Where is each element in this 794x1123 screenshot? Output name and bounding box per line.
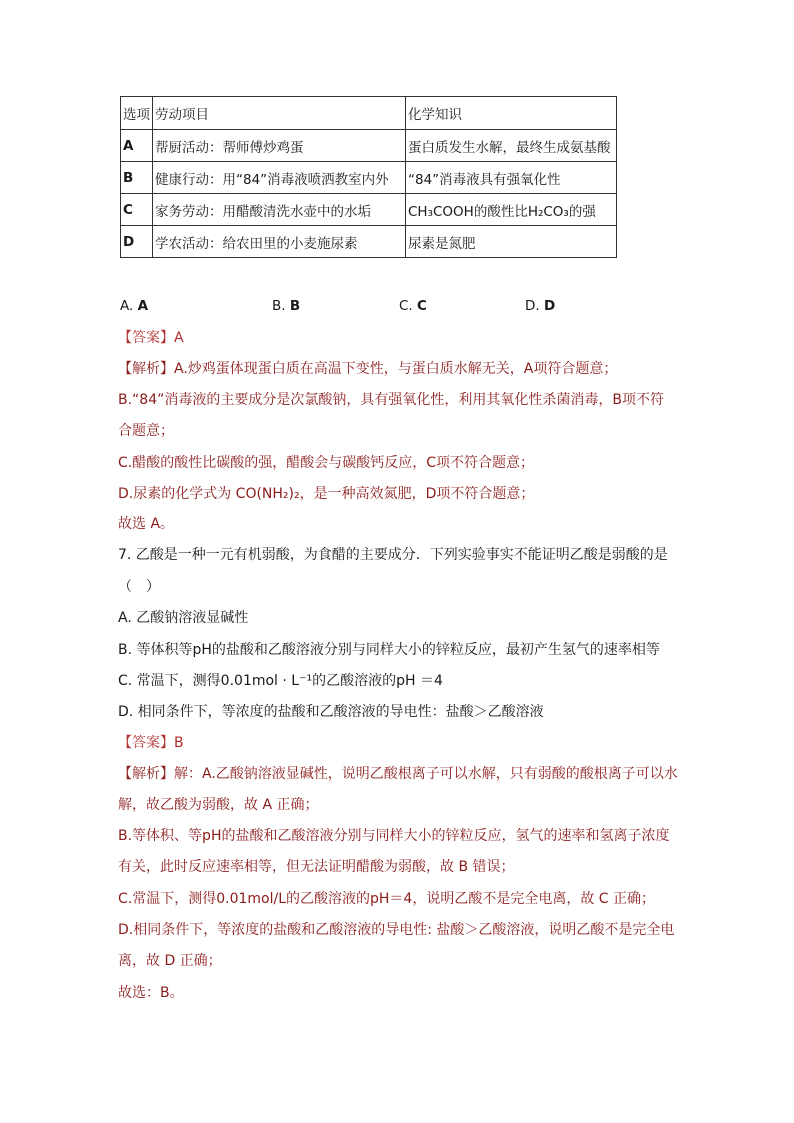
q6-analysis-line: D.尿素的化学式为 CO(NH₂)₂，是一种高效氮肥，D项不符合题意； [118, 486, 535, 502]
q7-option: B. 等体积等pH的盐酸和乙酸溶液分别与同样大小的锌粒反应，最初产生氢气的速率相等 [118, 642, 660, 658]
table-cell: 尿素是氮肥 [406, 226, 617, 258]
table-header-cell: 化学知识 [406, 97, 617, 130]
q7-analysis-line: 解，故乙酸为弱酸，故 A 正确； [118, 797, 319, 813]
table-row [121, 162, 617, 194]
q7-option: C. 常温下，测得0.01mol · L⁻¹的乙酸溶液的pH ＝4 [118, 673, 443, 689]
table-cell: 健康行动：用“84”消毒液喷洒教室内外 [153, 162, 406, 194]
q7-analysis-line: 【解析】解：A.乙酸钠溶液显碱性，说明乙酸根离子可以水解，只有弱酸的酸根离子可以水 [118, 766, 678, 782]
q7-stem-line: （ ） [118, 579, 160, 595]
table-row [121, 130, 617, 162]
q6-analysis-line: B.“84”消毒液的主要成分是次氯酸钠，具有强氧化性，利用其氧化性杀菌消毒，B项不符 [118, 392, 664, 408]
option-c [399, 298, 427, 314]
table-cell: C [121, 194, 153, 226]
q7-analysis-line: 有关，此时反应速率相等，但无法证明醋酸为弱酸，故 B 错误； [118, 859, 515, 875]
table-row [121, 194, 617, 226]
q6-analysis-line: 合题意； [118, 423, 174, 439]
q7-option: A. 乙酸钠溶液显碱性 [118, 610, 249, 626]
q6-analysis-line: 【解析】A.炒鸡蛋体现蛋白质在高温下变性，与蛋白质水解无关，A项符合题意； [118, 361, 618, 377]
table-cell: D [121, 226, 153, 258]
option-b [272, 298, 300, 314]
q7-analysis-line: C.常温下，测得0.01mol/L的乙酸溶液的pH＝4，说明乙酸不是完全电离，故 C 正确； [118, 891, 656, 907]
q7-stem-line: 7. 乙酸是一种一元有机弱酸，为食醋的主要成分．下列实验事实不能证明乙酸是弱酸的是 [118, 547, 668, 563]
q6-answer: 【答案】A [118, 330, 184, 346]
table-cell: 学农活动：给农田里的小麦施尿素 [153, 226, 406, 258]
question-6-options [120, 298, 720, 318]
table-row [121, 226, 617, 258]
q7-analysis-line: 离，故 D 正确； [118, 953, 222, 969]
option-d [525, 298, 555, 314]
table-cell: 蛋白质发生水解，最终生成氨基酸 [406, 130, 617, 162]
option-label: A. [120, 298, 134, 314]
q7-option: D. 相同条件下，等浓度的盐酸和乙酸溶液的导电性：盐酸＞乙酸溶液 [118, 704, 544, 720]
option-value: B [289, 298, 301, 314]
q7-answer: 【答案】B [118, 735, 184, 751]
table-header-cell: 选项 [121, 97, 153, 130]
q6-analysis-line: 故选 A。 [118, 516, 175, 532]
option-label: D. [525, 298, 540, 314]
table-cell: 家务劳动：用醋酸清洗水壶中的水垢 [153, 194, 406, 226]
table-cell: B [121, 162, 153, 194]
option-value: A [137, 298, 149, 314]
table-cell: A [121, 130, 153, 162]
table-header-row [121, 97, 617, 130]
q6-analysis-line: C.醋酸的酸性比碳酸的强，醋酸会与碳酸钙反应，C项不符合题意； [118, 455, 534, 471]
q7-analysis-line: 故选：B。 [118, 985, 184, 1001]
table-cell: CH₃COOH的酸性比H₂CO₃的强 [406, 194, 617, 226]
option-a [120, 298, 148, 314]
option-label: B. [272, 298, 286, 314]
q7-analysis-line: B.等体积、等pH的盐酸和乙酸溶液分别与同样大小的锌粒反应，氢气的速率和氢离子浓度 [118, 828, 670, 844]
question-6-table [120, 96, 617, 258]
option-value: D [543, 298, 556, 314]
option-value: C [417, 298, 427, 314]
table-cell: 帮厨活动：帮师傅炒鸡蛋 [153, 130, 406, 162]
table-header-cell: 劳动项目 [153, 97, 406, 130]
table-cell: “84”消毒液具有强氧化性 [406, 162, 617, 194]
option-label: C. [399, 298, 413, 314]
q7-analysis-line: D.相同条件下，等浓度的盐酸和乙酸溶液的导电性: 盐酸＞乙酸溶液，说明乙酸不是完全电 [118, 922, 675, 938]
